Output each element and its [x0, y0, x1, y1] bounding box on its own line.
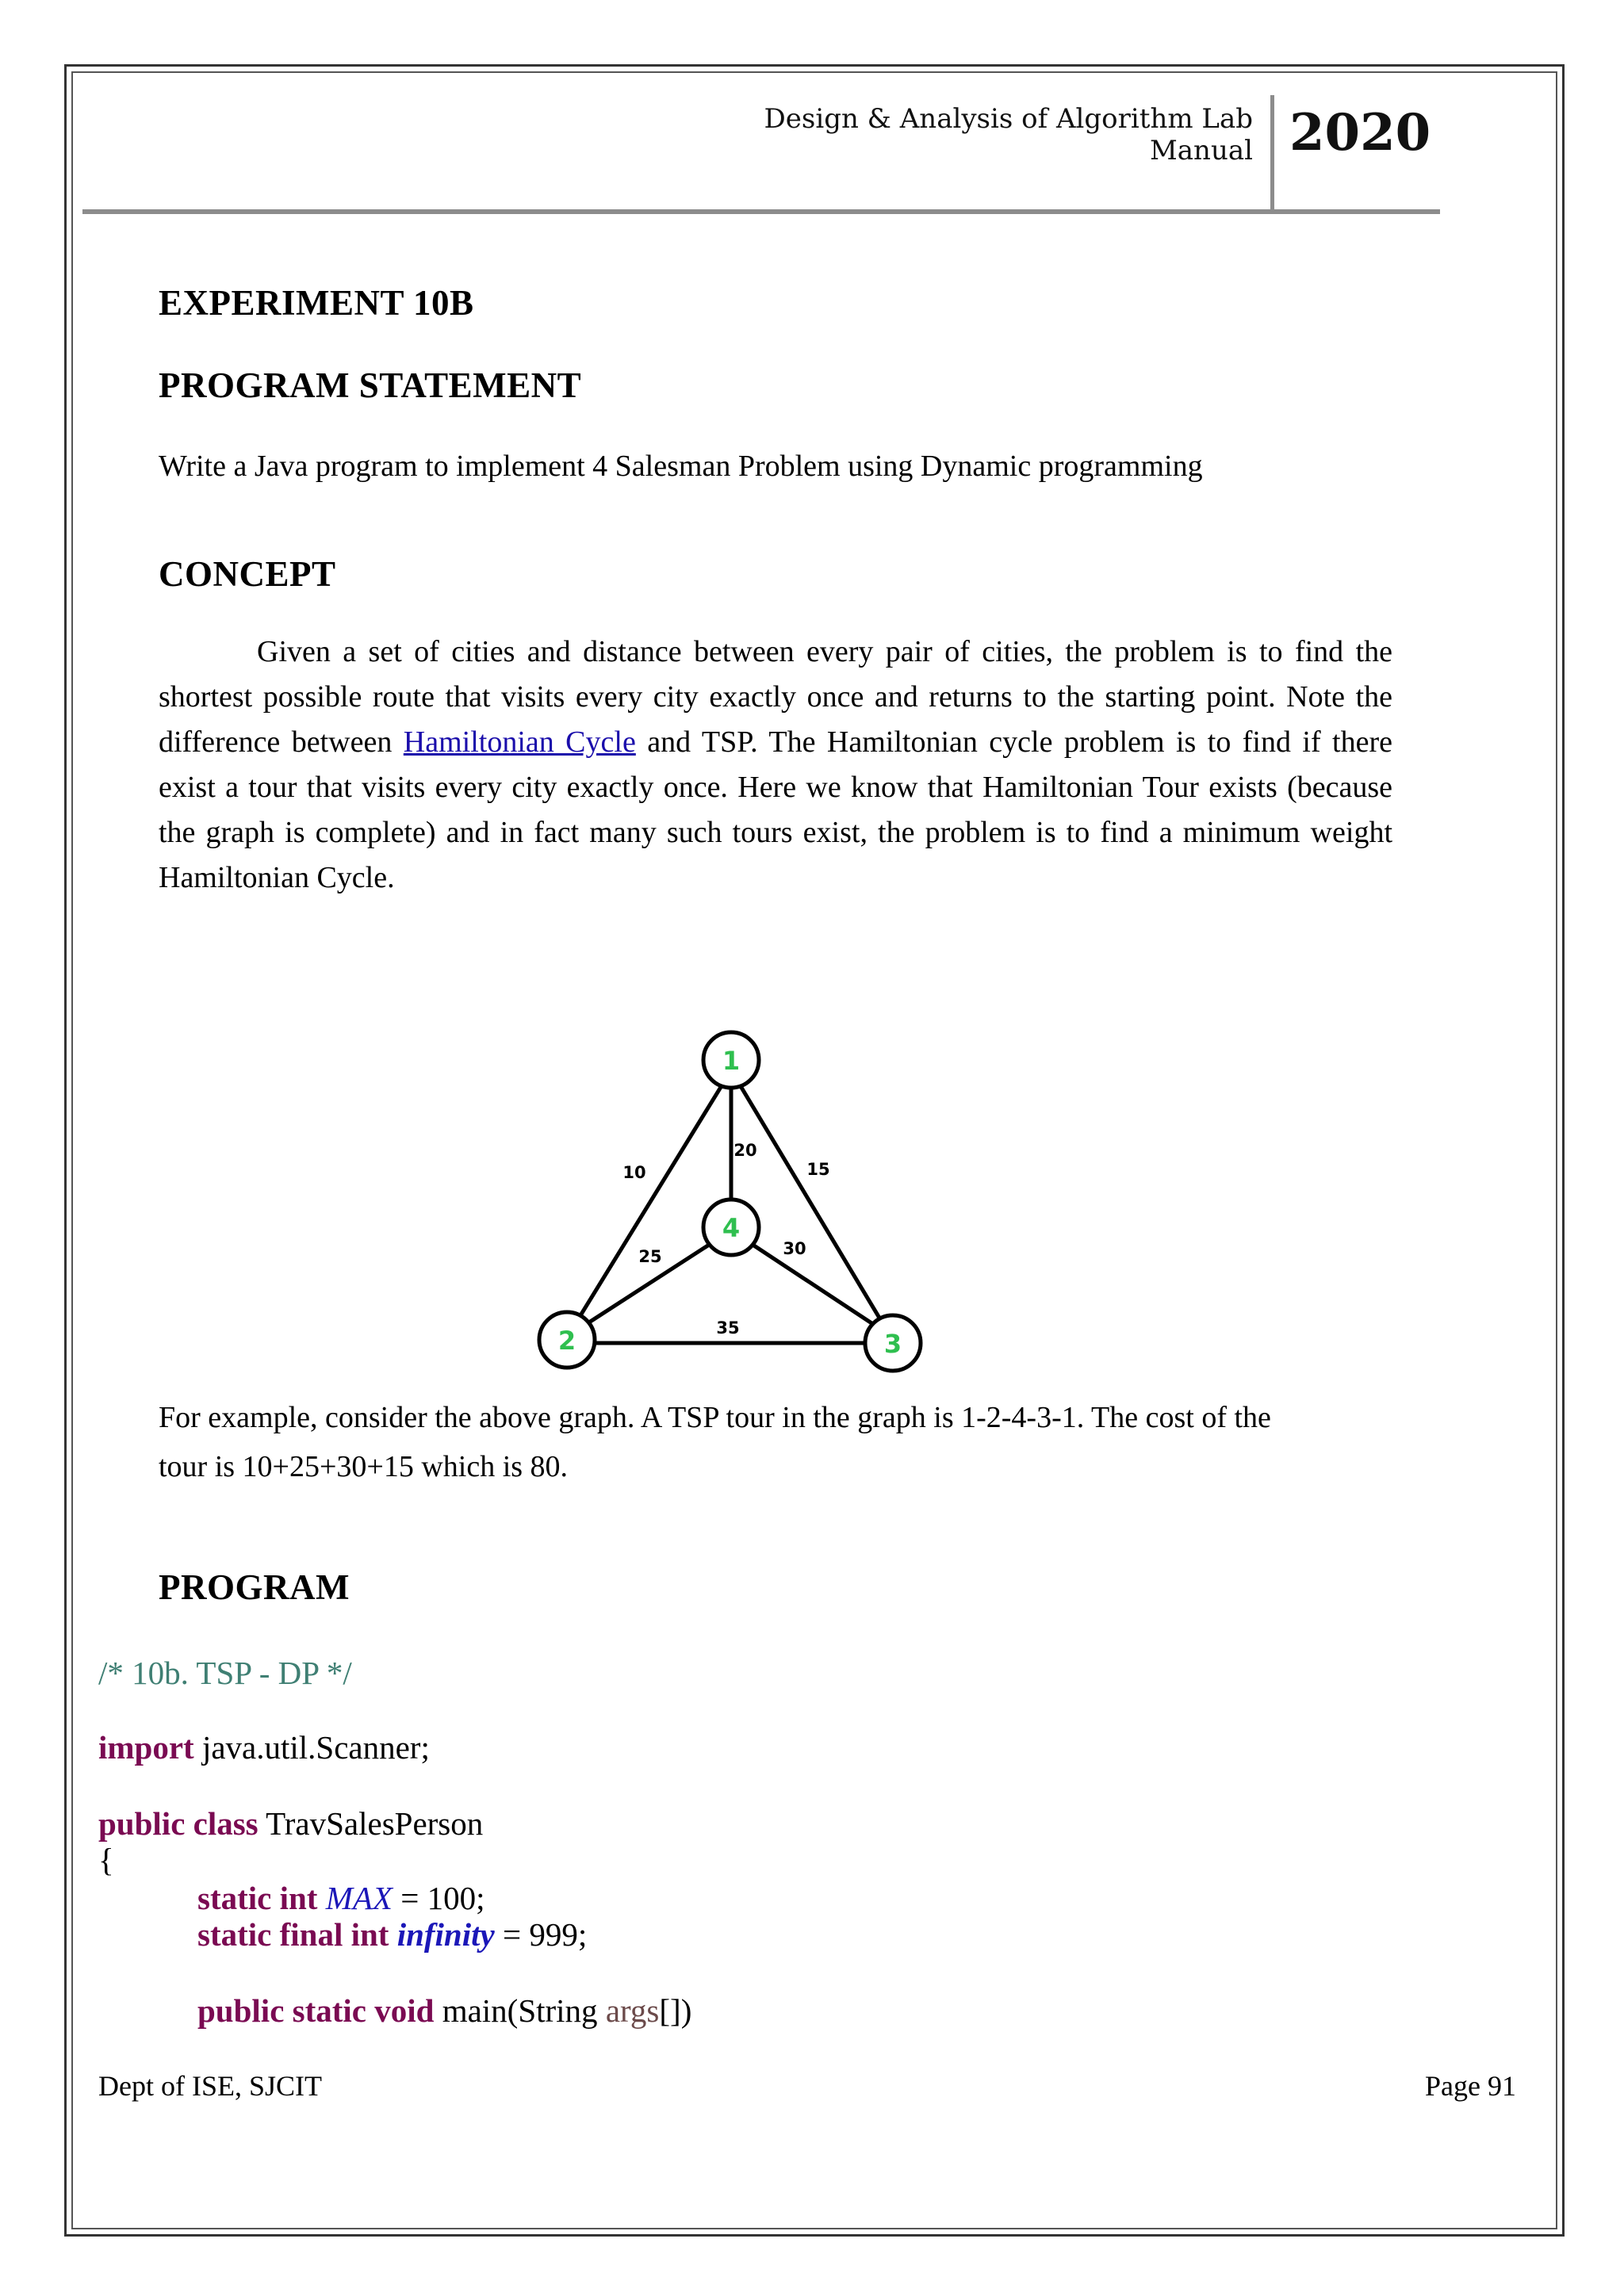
weight-label-1-2: 10 [622, 1163, 646, 1182]
concept-text-before: Given a set of cities and distance between every pair of cities, the problem is to find the shortest possible route that visits every city exactly once and returns to the starting point. Note the difference between [159, 635, 1392, 759]
node-2-label: 2 [557, 1326, 576, 1356]
edge-1-2 [569, 1070, 731, 1334]
program-statement-text: Write a Java program to implement 4 Salesman Problem using Dynamic programming [159, 450, 1203, 483]
code-main-line [197, 1992, 691, 2030]
concept-text-after: and TSP. The Hamiltonian cycle problem is to find if there exist a tour that visits every city exactly once. Here we know that Hamiltonian Tour exists (because the graph is complete) and in fact many such tours exist, the problem is to find a minimum weight Hamiltonian Cycle. [159, 725, 1392, 894]
code-max-field: MAX [325, 1880, 393, 1916]
header-rule [82, 209, 1440, 214]
code-infinity-keyword: static final int [197, 1916, 389, 1953]
weight-label-4-3: 30 [783, 1239, 806, 1258]
node-4-label: 4 [722, 1213, 741, 1243]
node-3-label: 3 [883, 1329, 902, 1359]
code-max-keyword: static int [197, 1880, 318, 1916]
footer-department: Dept of ISE, SJCIT [98, 2070, 322, 2102]
concept-heading: CONCEPT [159, 554, 336, 594]
code-main-param: args [605, 1992, 660, 2029]
code-class-name: TravSalesPerson [258, 1805, 484, 1842]
program-statement-heading: PROGRAM STATEMENT [159, 365, 582, 405]
weight-label-1-4: 20 [733, 1141, 757, 1160]
code-main-name: main(String [434, 1992, 606, 2029]
hamiltonian-cycle-link[interactable]: Hamiltonian Cycle [403, 725, 636, 759]
edge-2-4 [569, 1230, 731, 1335]
code-infinity-field: infinity [396, 1916, 495, 1953]
code-infinity-line [197, 1915, 587, 1954]
code-comment: /* 10b. TSP - DP */ [98, 1655, 352, 1691]
header-year: 2020 [1289, 103, 1431, 163]
node-1-label: 1 [722, 1046, 741, 1076]
experiment-title: EXPERIMENT 10B [159, 283, 474, 323]
code-infinity-rest: = 999; [494, 1916, 588, 1953]
edge-4-3 [731, 1230, 890, 1335]
example-line-1: For example, consider the above graph. A TSP tour in the graph is 1-2-4-3-1. The cost of the [159, 1401, 1271, 1434]
tsp-graph [523, 1023, 936, 1395]
header-title: Design & Analysis of Algorithm Lab Manual [764, 103, 1253, 166]
code-import-keyword: import [98, 1729, 194, 1766]
concept-paragraph [159, 629, 1392, 901]
header-divider [1270, 95, 1274, 211]
footer-page-number: Page 91 [1425, 2070, 1516, 2102]
code-max-line [197, 1879, 485, 1917]
code-class-keyword: public class [98, 1805, 259, 1842]
code-max-rest: = 100; [392, 1880, 485, 1916]
code-import-rest: java.util.Scanner; [193, 1729, 430, 1766]
code-main-end: []) [659, 1992, 692, 2029]
code-open-brace: { [98, 1842, 114, 1878]
code-import-line [98, 1728, 430, 1766]
weight-label-2-3: 35 [716, 1318, 740, 1337]
edge-1-3 [731, 1070, 890, 1335]
weight-label-2-4: 25 [638, 1247, 662, 1266]
program-heading: PROGRAM [159, 1567, 350, 1607]
weight-label-1-3: 15 [806, 1160, 830, 1179]
code-class-line [98, 1804, 483, 1843]
code-main-keyword: public static void [197, 1992, 435, 2029]
example-line-2: tour is 10+25+30+15 which is 80. [159, 1450, 569, 1483]
